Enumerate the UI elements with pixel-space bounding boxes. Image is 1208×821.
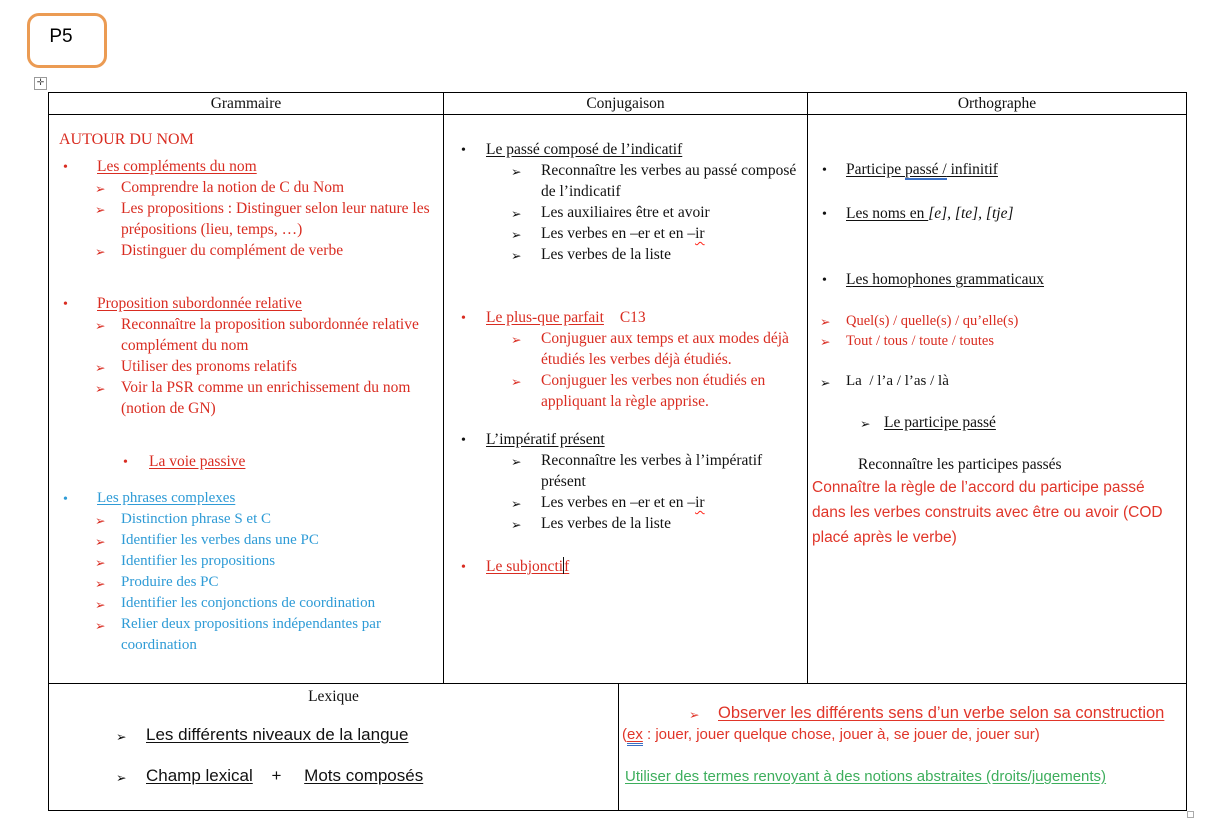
arrow-icon: ➢: [511, 206, 522, 221]
abstraites-label: Utiliser des termes renvoyant à des notions abstraites (droits/jugements): [625, 768, 1107, 785]
curriculum-table: [48, 92, 1187, 811]
period-label: P5: [49, 25, 73, 47]
plus-sign: +: [271, 766, 282, 785]
list-item: [49, 765, 618, 787]
list-item-label: Produire des PC: [121, 574, 219, 590]
list-item: [619, 702, 1186, 724]
move-icon: ✛: [36, 78, 45, 88]
list-item: [444, 328, 807, 370]
bullet-icon: •: [63, 160, 68, 175]
list-item: [808, 331, 1186, 351]
grammar-check-underline: ex: [627, 726, 643, 746]
list-item: [444, 556, 807, 577]
arrow-icon: ➢: [511, 454, 522, 469]
list-item: [808, 412, 1186, 433]
list-item: [444, 139, 807, 160]
list-item-label: Tout / tous / toute / toutes: [846, 333, 995, 349]
bullet-icon: •: [461, 433, 466, 448]
lexique-champ-lexical-label: Champ lexical: [146, 766, 253, 785]
orthographe-note: Reconnaître les participes passés: [858, 456, 1062, 473]
arrow-icon: ➢: [95, 513, 106, 528]
arrow-icon: ➢: [95, 618, 106, 633]
list-item-label: Conjuguer les verbes non étudiés en appliquant la règle apprise.: [541, 372, 766, 410]
list-item: [444, 244, 807, 265]
list-item-label: Reconnaître la proposition subordonnée relative complément du nom: [121, 316, 419, 354]
list-item-label: Utiliser des pronoms relatifs: [121, 358, 298, 375]
grammar-check-underline: passé /: [904, 161, 947, 178]
orthographe-homophones-title: Les homophones grammaticaux: [846, 271, 1045, 288]
list-item-label: Distinction phrase S et C: [121, 511, 271, 527]
list-item-label: Conjuguer aux temps et aux modes déjà étudiés les verbes déjà étudiés.: [541, 330, 789, 368]
table-header-row: [49, 93, 1186, 115]
list-item-label: Identifier les propositions: [121, 553, 276, 569]
list-item: [49, 198, 443, 240]
arrow-icon: ➢: [820, 334, 831, 349]
list-item: [49, 488, 443, 509]
arrow-icon: ➢: [511, 248, 522, 263]
arrow-icon: ➢: [95, 181, 106, 196]
bullet-icon: •: [63, 297, 68, 312]
list-item-label: Les verbes en –er et en –: [541, 494, 696, 511]
header-orthographe-label: Orthographe: [957, 94, 1037, 112]
table-body-row: [49, 115, 1186, 683]
arrow-icon: ➢: [511, 374, 522, 389]
header-orthographe: [808, 93, 1186, 115]
bullet-icon: •: [461, 143, 466, 158]
bullet-icon: •: [63, 492, 68, 507]
list-item-label: Voir la PSR comme un enrichissement du nom (notion de GN): [121, 379, 411, 417]
grammaire-phrases-complexes-title: Les phrases complexes: [97, 490, 236, 506]
arrow-icon: ➢: [95, 202, 106, 217]
phonetic-notation: [e], [te], [tje]: [928, 205, 1014, 222]
list-item: [808, 371, 1186, 392]
list-item-label: Reconnaître les verbes au passé composé de l’indicatif: [541, 162, 797, 200]
arrow-icon: ➢: [116, 770, 127, 785]
conjugaison-cell[interactable]: [444, 115, 808, 683]
orthographe-participe-passe-title: Le participe passé: [884, 414, 996, 431]
orthographe-participe-infinitif-title: [846, 161, 998, 180]
list-item-label: Les verbes de la liste: [541, 515, 671, 532]
arrow-icon: ➢: [95, 534, 106, 549]
list-item: [49, 377, 443, 419]
list-item: [444, 429, 807, 450]
grammaire-voie-passive-title: La voie passive: [149, 453, 246, 470]
example-rest: : jouer, jouer quelque chose, jouer à, se jouer de, jouer sur): [642, 726, 1040, 743]
list-item: [49, 293, 443, 314]
list-item: [49, 177, 443, 198]
orthographe-cell[interactable]: [808, 115, 1186, 683]
conjugaison-plus-que-parfait-title: Le plus-que parfait: [486, 309, 604, 326]
lexique-cell[interactable]: [49, 684, 619, 810]
arrow-icon: ➢: [511, 517, 522, 532]
example-open-paren: (: [622, 726, 627, 743]
arrow-icon: ➢: [95, 555, 106, 570]
example-line: [619, 724, 1186, 746]
list-item: [49, 724, 618, 746]
grammaire-psr-title: Proposition subordonnée relative: [97, 295, 302, 312]
header-grammaire-label: Grammaire: [210, 94, 282, 112]
header-grammaire: [49, 93, 444, 115]
table-resize-handle[interactable]: [1187, 811, 1194, 818]
list-item: [808, 203, 1186, 224]
arrow-icon: ➢: [689, 707, 700, 722]
conjugaison-passe-compose-title: Le passé composé de l’indicatif: [486, 141, 683, 158]
spellcheck-squiggle: ir: [695, 225, 705, 242]
list-item: [444, 513, 807, 534]
period-label-box[interactable]: [27, 13, 107, 68]
list-item: [49, 614, 443, 656]
list-item: [49, 356, 443, 377]
bullet-icon: •: [822, 273, 827, 288]
grammaire-heading: AUTOUR DU NOM: [59, 131, 194, 148]
grammaire-cell[interactable]: [49, 115, 444, 683]
arrow-icon: ➢: [95, 381, 106, 396]
list-item: [808, 311, 1186, 331]
list-item: [808, 269, 1186, 290]
list-item: [49, 156, 443, 177]
bullet-icon: •: [822, 163, 827, 178]
list-item: [49, 240, 443, 261]
list-item: [444, 370, 807, 412]
arrow-icon: ➢: [95, 597, 106, 612]
list-item: [444, 202, 807, 223]
lexique-niveaux-label: Les différents niveaux de la langue: [146, 725, 409, 744]
arrow-icon: ➢: [95, 244, 106, 259]
list-item-label: Identifier les verbes dans une PC: [121, 532, 319, 548]
header-conjugaison-label: Conjugaison: [586, 94, 665, 112]
arrow-icon: ➢: [860, 416, 871, 431]
orthographe-noms-en-title: Les noms en: [846, 205, 929, 222]
arrow-icon: ➢: [511, 332, 522, 347]
list-item: [49, 530, 443, 551]
table-footer-row: [49, 683, 1186, 810]
list-item: [49, 314, 443, 356]
subjonctif-text-right: f: [564, 558, 570, 575]
list-item-label: Identifier les conjonctions de coordination: [121, 595, 376, 611]
list-item-label: Distinguer du complément de verbe: [121, 242, 344, 259]
title-part: Participe: [846, 161, 905, 178]
list-item: [444, 492, 807, 513]
arrow-icon: ➢: [511, 164, 522, 179]
arrow-icon: ➢: [95, 576, 106, 591]
list-item: [444, 307, 807, 328]
code-label: C13: [619, 309, 646, 326]
list-item: [49, 572, 443, 593]
list-item: [808, 159, 1186, 180]
title-part: infinitif: [946, 161, 998, 178]
lexique-header: Lexique: [308, 688, 359, 705]
lexique-mots-composes-label: Mots composés: [304, 766, 424, 785]
header-conjugaison: [444, 93, 808, 115]
conjugaison-subjonctif-title: [486, 558, 569, 575]
arrow-icon: ➢: [820, 375, 831, 390]
orthographe-regle-note: Connaître la règle de l’accord du participe passé dans les verbes construits avec être ou avoir (COD placé après le verbe): [812, 479, 1163, 546]
list-item-label: Les propositions : Distinguer selon leur nature les prépositions (lieu, temps, …): [121, 200, 430, 238]
bullet-icon: •: [461, 560, 466, 575]
grammaire-complements-title: Les compléments du nom: [97, 158, 257, 175]
list-item: [49, 551, 443, 572]
subjonctif-text-left: Le subjoncti: [486, 558, 564, 575]
list-item: [444, 223, 807, 244]
observer-label: Observer les différents sens d’un verbe selon sa construction: [718, 704, 1165, 722]
abstraites-note: [619, 767, 1186, 787]
spellcheck-squiggle: ir: [695, 494, 705, 511]
arrow-icon: ➢: [511, 496, 522, 511]
table-move-handle[interactable]: [34, 77, 47, 90]
bullet-icon: •: [123, 455, 128, 470]
bullet-icon: •: [461, 311, 466, 326]
list-item-label: La / l’a / l’as / là: [846, 373, 949, 389]
list-item-label: Les auxiliaires être et avoir: [541, 204, 710, 221]
list-item-label: Comprendre la notion de C du Nom: [121, 179, 344, 196]
list-item-label: Reconnaître les verbes à l’impératif présent: [541, 452, 763, 490]
arrow-icon: ➢: [116, 729, 127, 744]
list-item-label: Relier deux propositions indépendantes par coordination: [121, 616, 381, 653]
verbe-sens-cell[interactable]: [619, 684, 1186, 810]
list-item-label: Quel(s) / quelle(s) / qu’elle(s): [846, 313, 1019, 329]
arrow-icon: ➢: [95, 360, 106, 375]
conjugaison-imperatif-title: L’impératif présent: [486, 431, 605, 448]
list-item-label: Les verbes de la liste: [541, 246, 671, 263]
list-item: [49, 451, 443, 472]
list-item-label: Les verbes en –er et en –: [541, 225, 696, 242]
list-item: [49, 509, 443, 530]
arrow-icon: ➢: [820, 314, 831, 329]
list-item: [444, 450, 807, 492]
arrow-icon: ➢: [511, 227, 522, 242]
list-item: [49, 593, 443, 614]
bullet-icon: •: [822, 207, 827, 222]
arrow-icon: ➢: [95, 318, 106, 333]
list-item: [444, 160, 807, 202]
